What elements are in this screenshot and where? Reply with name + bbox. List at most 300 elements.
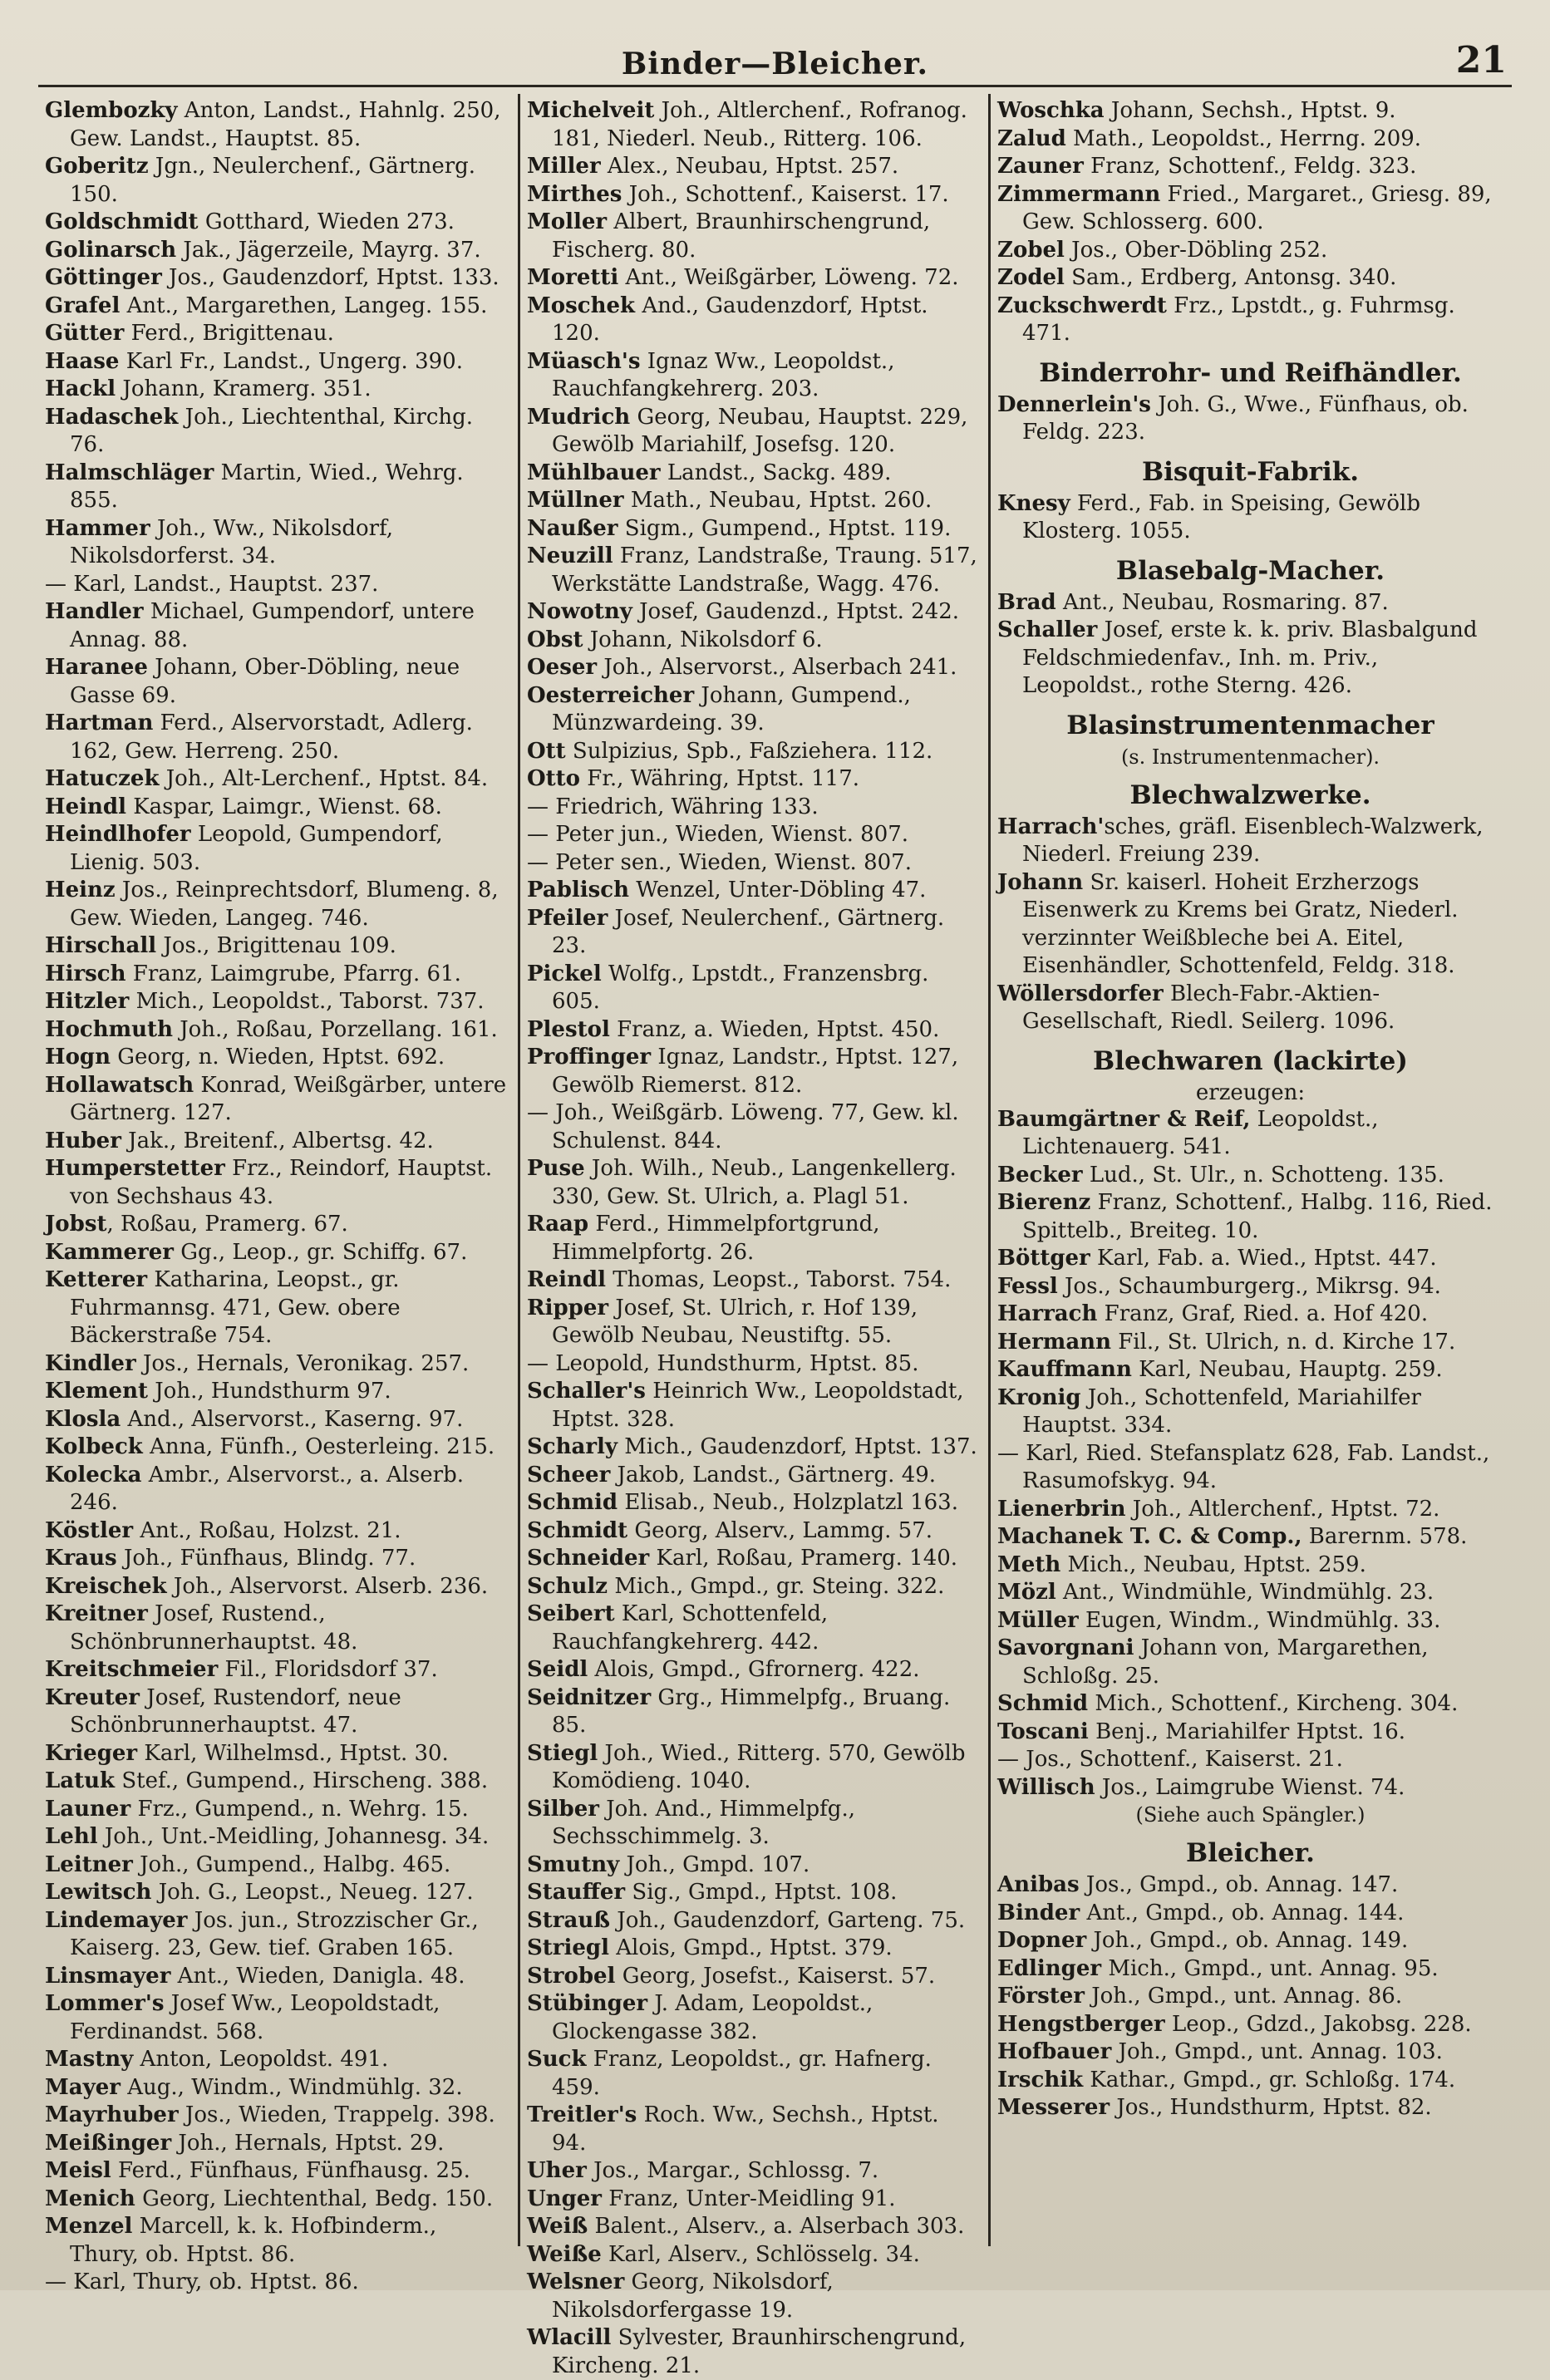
directory-entry [527, 1517, 980, 1546]
section-binderrohr [997, 391, 1503, 447]
directory-entry [527, 905, 980, 961]
entry-name: Schmidt [527, 1517, 628, 1543]
directory-entry [45, 1907, 509, 1963]
directory-entry [45, 348, 509, 376]
entry-name: Raap [527, 1212, 589, 1237]
directory-entry [997, 1690, 1503, 1719]
entry-details: Joh., Schottenf., Kaiserst. 17. [622, 181, 949, 207]
entry-name: Brad [997, 589, 1056, 615]
entry-name: Seibert [527, 1601, 615, 1626]
entry-name: Pablisch [527, 878, 630, 902]
directory-entry [527, 209, 980, 264]
entry-details: Joh., Ww., Nikolsdorf, Nikolsdorferst. 34. [70, 515, 394, 568]
entry-details: Franz, Leopoldst., gr. Hafnerg. 459. [552, 2047, 932, 2100]
entry-details: Ignaz, Landstr., Hptst. 127, Gewölb Riemerst. 812. [552, 1045, 959, 1098]
directory-entry [997, 1900, 1503, 1928]
entry-name: Scheer [527, 1462, 611, 1488]
entry-name: Hollawatsch [45, 1072, 194, 1098]
entry-name: Reindl [527, 1267, 606, 1292]
entry-name: Heindl [45, 794, 126, 819]
entry-name: Oesterreicher [527, 682, 695, 708]
directory-entry [527, 1295, 980, 1350]
entry-details: Ferd., Fünfhaus, Fünfhausg. 25. [111, 2158, 470, 2183]
section-blechwalzwerke [997, 814, 1503, 1036]
section-blasebalg [997, 589, 1503, 701]
directory-entry [45, 765, 509, 794]
directory-entry [527, 1684, 980, 1740]
directory-entry [45, 1378, 509, 1406]
entry-name: Hammer [45, 515, 150, 541]
entry-name: Obst [527, 627, 583, 652]
entry-details: Franz, Landstraße, Traung. 517, Werkstätte Landstraße, Wagg. 476. [552, 543, 977, 597]
entry-name: Hengstberger [997, 2011, 1165, 2037]
directory-entry [997, 264, 1503, 293]
entry-details: Franz, Schottenf., Halbg. 116, Ried. Spittelb., Breiteg. 10. [1022, 1190, 1493, 1243]
directory-entry [45, 1796, 509, 1824]
entry-name: Ketterer [45, 1267, 148, 1292]
directory-entry [45, 598, 509, 654]
directory-entry [527, 2269, 980, 2324]
entry-details: Frz., Lpstdt., g. Fuhrmsg. 471. [1022, 293, 1455, 346]
entry-details: Balent., Alserv., a. Alserbach 303. [588, 2214, 965, 2239]
entry-name: Strauß [527, 1907, 610, 1933]
entry-details: Gotthard, Wieden 273. [198, 209, 455, 234]
entry-details: Josef, St. Ulrich, r. Hof 139, Gewölb Neubau, Neustiftg. 55. [552, 1295, 918, 1348]
entry-details: Konrad, Weißgärber, untere Gärtnerg. 127. [70, 1072, 507, 1125]
directory-entry [527, 1907, 980, 1935]
directory-entry [997, 1301, 1503, 1329]
directory-entry [45, 1350, 509, 1379]
entry-name: Plestol [527, 1016, 610, 1042]
directory-entry [997, 1927, 1503, 1955]
entry-name: Unger [527, 2186, 602, 2211]
entry-details: Landst., Sackg. 489. [660, 460, 892, 485]
directory-entry [997, 1774, 1503, 1802]
entry-details: Joh., Gaudenzdorf, Garteng. 75. [610, 1907, 966, 1933]
section-heading-bleicher: Bleicher. [1186, 1838, 1315, 1868]
entry-name: Zuckschwerdt [997, 293, 1167, 318]
entry-name: Klement [45, 1379, 148, 1404]
entry-details: Roch. Ww., Sechsh., Hptst. 94. [552, 2102, 939, 2156]
entry-name: Lindemayer [45, 1907, 188, 1933]
directory-entry [527, 515, 980, 543]
entry-name: Striegl [527, 1935, 609, 1960]
directory-entry [45, 1879, 509, 1907]
entry-details: Heinrich Ww., Leopoldstadt, Hptst. 328. [552, 1379, 964, 1432]
directory-entry [45, 1239, 509, 1267]
entry-details: Alois, Gmpd., Hptst. 379. [608, 1935, 893, 1960]
directory-entry [997, 1384, 1503, 1440]
directory-entry [45, 1517, 509, 1546]
directory-entry [997, 1523, 1503, 1551]
entry-name: Kreitner [45, 1601, 148, 1626]
running-title: Binder—Bleicher. [621, 47, 929, 81]
entry-name: Dopner [997, 1928, 1087, 1953]
entry-name: Halmschläger [45, 460, 214, 485]
entry-name: Mözl [997, 1580, 1056, 1605]
entry-details: Ignaz Ww., Leopoldst., Rauchfangkehrerg. 203. [552, 348, 895, 401]
entry-name: Pfeiler [527, 905, 608, 931]
entry-details: Franz, a. Wieden, Hptst. 450. [609, 1016, 940, 1042]
entry-name: Fessl [997, 1273, 1058, 1299]
entry-name: Meisl [45, 2158, 111, 2183]
directory-entry [527, 849, 980, 878]
directory-entry [527, 1211, 980, 1266]
entry-details: Joh., Gumpend., Halbg. 465. [132, 1851, 451, 1877]
entry-details: Sr. kaiserl. Hoheit Erzherzogs Eisenwerk zu Krems bei Gratz, Niederl. verzinnter Weißbleche bei A. Eitel, Eisenhändler, Schottenfeld, Feldg. 318. [1022, 869, 1459, 978]
section-heading-blasinstrumente: Blasinstrumentenmacher [1066, 710, 1434, 740]
directory-entry [45, 293, 509, 321]
directory-entry [45, 2074, 509, 2102]
entry-name: Grafel [45, 293, 121, 318]
directory-entry [45, 1072, 509, 1128]
directory-entry [997, 1955, 1503, 1984]
entry-name: Schmid [527, 1490, 618, 1515]
directory-entry [527, 961, 980, 1016]
entry-details: Joh., Unt.-Meidling, Johannesg. 34. [97, 1824, 490, 1849]
entry-details: Jgn., Neulerchenf., Gärtnerg. 150. [70, 154, 476, 207]
directory-entry [45, 2269, 509, 2297]
directory-entry [527, 1935, 980, 1963]
entry-name: Gütter [45, 321, 125, 346]
entry-details: Joh., Hernals, Hptst. 29. [171, 2130, 445, 2156]
entry-details: Johann, Gumpend., Münzwardeing. 39. [552, 682, 911, 735]
entry-details: Jos., Reinprechtsdorf, Blumeng. 8, Gew. Wieden, Langeg. 746. [70, 878, 499, 931]
entry-name: Treitler's [527, 2102, 637, 2127]
entry-name: Edlinger [997, 1955, 1102, 1981]
directory-entry [527, 2241, 980, 2269]
directory-entry [997, 1440, 1503, 1496]
entry-name: Zodel [997, 265, 1065, 290]
directory-entry [997, 391, 1503, 447]
entry-details: Josef, Neulerchenf., Gärtnerg. 23. [552, 905, 945, 958]
section-bisquit [997, 490, 1503, 546]
directory-entry [527, 2186, 980, 2214]
entry-name: Latuk [45, 1768, 116, 1793]
directory-entry [527, 181, 980, 209]
directory-entry [45, 932, 509, 961]
entry-details: Benj., Mariahilfer Hptst. 16. [1088, 1719, 1406, 1744]
entry-name: Goberitz [45, 154, 149, 179]
entry-name: Mayrhuber [45, 2102, 179, 2127]
directory-entry [997, 1983, 1503, 2011]
entry-name: Becker [997, 1162, 1083, 1188]
entry-details: Jos., Ober-Döbling 252. [1064, 237, 1328, 263]
entry-name: Kolecka [45, 1462, 142, 1488]
directory-entry [45, 1016, 509, 1045]
entry-name: Stauffer [527, 1880, 626, 1905]
directory-entry [45, 1211, 509, 1239]
entry-details: Wolfg., Lpstdt., Franzensbrg. 605. [552, 961, 929, 1014]
directory-entry [527, 654, 980, 682]
entry-name: Golinarsch [45, 237, 177, 263]
directory-entry [997, 1273, 1503, 1301]
directory-entry [997, 1245, 1503, 1273]
entry-details: Alex., Neubau, Hptst. 257. [600, 154, 899, 179]
entry-details: Georg, n. Wieden, Hptst. 692. [111, 1045, 445, 1070]
directory-entry [527, 1656, 980, 1684]
entry-name: Klosla [45, 1406, 121, 1432]
entry-details: Fried., Margaret., Griesg. 89, Gew. Schlosserg. 600. [1022, 181, 1492, 234]
entry-details: Ambr., Alservorst., a. Alserb. 246. [70, 1462, 464, 1515]
directory-entry [997, 1551, 1503, 1580]
entry-details: Alois, Gmpd., Gfrornerg. 422. [588, 1657, 920, 1682]
directory-entry [45, 794, 509, 822]
directory-entry [527, 627, 980, 655]
directory-entry [997, 1106, 1503, 1162]
entry-details: Eugen, Windm., Windmühlg. 33. [1078, 1607, 1441, 1633]
page-header [38, 33, 1512, 87]
directory-entry [45, 1768, 509, 1796]
directory-entry [45, 1044, 509, 1072]
entry-name: Schmid [997, 1691, 1089, 1716]
entry-name: Mirthes [527, 181, 622, 207]
directory-entry [527, 2102, 980, 2157]
entry-details: Johann von, Margarethen, Schloßg. 25. [1022, 1635, 1429, 1689]
entry-details: Joh., Roßau, Porzellang. 161. [172, 1016, 498, 1042]
entry-details: Blech-Fabr.-Aktien-Gesellschaft, Riedl. Seilerg. 1096. [1022, 981, 1395, 1034]
entry-details: Jos., Schaumburgerg., Mikrsg. 94. [1057, 1273, 1441, 1299]
directory-entry [997, 1189, 1503, 1245]
entry-name: Suck [527, 2047, 587, 2072]
directory-entry [527, 487, 980, 515]
directory-entry [997, 125, 1503, 154]
section-heading-blechwalzwerke: Blechwalzwerke. [1129, 779, 1371, 810]
entry-details: Josef Ww., Leopoldstadt, Ferdinandst. 568. [70, 1991, 440, 2044]
entry-name: Hatuczek [45, 766, 160, 791]
entry-name: Machanek T. C. & Comp., [997, 1524, 1302, 1549]
directory-entry [527, 2213, 980, 2241]
entry-name: Launer [45, 1796, 131, 1822]
entry-details: Johann, Nikolsdorf 6. [583, 627, 823, 652]
entry-details: Martin, Wied., Wehrg. 855. [70, 460, 464, 513]
entry-name: Smutny [527, 1851, 620, 1877]
directory-entry [997, 814, 1503, 869]
directory-entry [527, 97, 980, 153]
directory-entry [997, 1356, 1503, 1384]
entry-name: Lehl [45, 1824, 98, 1849]
entry-details: Wenzel, Unter-Döbling 47. [629, 878, 927, 902]
entry-details: Kathar., Gmpd., gr. Schloßg. 174. [1083, 2067, 1456, 2092]
entry-details: Ant., Weißgärber, Löweng. 72. [618, 265, 959, 290]
directory-entry [45, 1406, 509, 1434]
entry-details: Thomas, Leopst., Taborst. 754. [606, 1267, 952, 1292]
entry-details: Mich., Gmpd., gr. Steing. 322. [608, 1573, 945, 1599]
entry-name: Glembozky [45, 98, 178, 123]
directory-entry [45, 988, 509, 1016]
entry-details: Jos., Gaudenzdorf, Hptst. 133. [161, 265, 499, 290]
entry-name: Baumgärtner & Reif, [997, 1106, 1251, 1132]
directory-entry [45, 264, 509, 293]
directory-entry [527, 543, 980, 598]
directory-entry [527, 1573, 980, 1601]
entry-details: Frz., Reindorf, Hauptst. von Sechshaus 43. [70, 1156, 493, 1209]
entry-details: Georg, Liechtenthal, Bedg. 150. [135, 2186, 494, 2211]
entry-name: Schaller [997, 617, 1098, 642]
entry-name: Heindlhofer [45, 822, 191, 847]
directory-entry [997, 869, 1503, 981]
entry-details: Franz, Laimgrube, Pfarrg. 61. [125, 961, 461, 986]
directory-entry [45, 515, 509, 571]
entry-details: Katharina, Leopst., gr. Fuhrmannsg. 471, Gew. obere Bäckerstraße 754. [70, 1267, 401, 1348]
entry-name: Hogn [45, 1045, 111, 1070]
entry-name: Linsmayer [45, 1963, 171, 1989]
entry-details: Mich., Neubau, Hptst. 259. [1060, 1551, 1366, 1577]
section-subheading-blechwaren: erzeugen: [1195, 1079, 1306, 1105]
directory-entry [527, 2046, 980, 2102]
entry-details: Jos., Wieden, Trappelg. 398. [178, 2102, 495, 2127]
directory-entry [527, 682, 980, 738]
directory-entry [997, 2067, 1503, 2095]
directory-entry [527, 264, 980, 293]
entry-details: Karl, Fab. a. Wied., Hptst. 447. [1090, 1246, 1437, 1271]
entry-name: Seidnitzer [527, 1684, 652, 1710]
entry-details: Jos. jun., Strozzischer Gr., Kaiserg. 23, Gew. tief. Graben 165. [70, 1907, 479, 1960]
entry-details: Ant., Margarethen, Langeg. 155. [120, 293, 488, 318]
directory-entry [997, 1871, 1503, 1900]
entry-details: Johann, Ober-Döbling, neue Gasse 69. [70, 655, 460, 708]
entry-details: Grg., Himmelpfg., Bruang. 85. [552, 1684, 951, 1738]
entry-details: Ferd., Alservorstadt, Adlerg. 162, Gew. Herreng. 250. [70, 711, 473, 764]
entry-details: Ant., Wieden, Danigla. 48. [170, 1963, 465, 1989]
entry-details: Barernm. 578. [1302, 1524, 1468, 1549]
entry-details: Joh., Gmpd., ob. Annag. 149. [1086, 1928, 1409, 1953]
entry-name: Weiß [527, 2214, 588, 2239]
directory-entry [527, 1879, 980, 1907]
entry-details: — Karl, Thury, ob. Hptst. 86. [45, 2269, 359, 2294]
entry-name: Kammerer [45, 1239, 174, 1265]
entry-details: Sig., Gmpd., Hptst. 108. [625, 1880, 898, 1905]
entry-details: Karl Fr., Landst., Ungerg. 390. [119, 348, 463, 374]
entry-name: Böttger [997, 1246, 1090, 1271]
entry-name: Proffinger [527, 1045, 652, 1070]
entry-details: Joh., Liechtenthal, Kirchg. 76. [70, 404, 474, 457]
entry-name: Pickel [527, 961, 602, 986]
entry-name: Kreischek [45, 1573, 167, 1599]
entry-name: Hofbauer [997, 2039, 1112, 2064]
entry-details: sches, gräfl. Eisenblech-Walzwerk, Niederl. Freiung 239. [1022, 814, 1484, 867]
entry-details: — Friedrich, Währing 133. [527, 794, 819, 819]
entry-name: Haranee [45, 655, 148, 680]
directory-entry [527, 1851, 980, 1880]
entry-details: Mich., Gaudenzdorf, Hptst. 137. [618, 1434, 977, 1459]
entry-name: Knesy [997, 490, 1070, 516]
directory-entry [45, 1601, 509, 1656]
entry-details: Stef., Gumpend., Hirscheng. 388. [115, 1768, 489, 1793]
entry-name: Binder [997, 1900, 1080, 1925]
entry-name: Hartman [45, 711, 154, 735]
directory-entry [45, 2186, 509, 2214]
entry-details: Sam., Erdberg, Antonsg. 340. [1064, 265, 1397, 290]
entry-details: Marcell, k. k. Hofbinderm., Thury, ob. Hptst. 86. [70, 2214, 437, 2267]
entry-details: Jos., Gmpd., ob. Annag. 147. [1079, 1872, 1399, 1897]
directory-entry [997, 1579, 1503, 1607]
entry-details: Josef, Gaudenzd., Hptst. 242. [632, 599, 960, 624]
entry-details: — Joh., Weißgärb. Löweng. 77, Gew. kl. Schulenst. 844. [527, 1100, 959, 1153]
directory-entry [997, 981, 1503, 1036]
entry-name: Zimmermann [997, 181, 1161, 207]
entry-name: Uher [527, 2158, 587, 2183]
directory-entry [45, 1684, 509, 1740]
entry-name: Köstler [45, 1517, 134, 1543]
entry-name: Jobst [45, 1212, 107, 1237]
cross-reference-note: (s. Instrumentenmacher). [1120, 745, 1380, 769]
entry-name: Schneider [527, 1546, 650, 1571]
entry-details: Elisab., Neub., Holzplatzl 163. [618, 1490, 958, 1515]
directory-entry [527, 1155, 980, 1211]
directory-entry [997, 293, 1503, 348]
entry-details: Leop., Gdzd., Jakobsg. 228. [1164, 2011, 1472, 2037]
directory-entry [45, 654, 509, 710]
entry-name: Moretti [527, 265, 619, 290]
columns [38, 94, 1512, 2378]
directory-entry [45, 961, 509, 989]
entry-name: Nowotny [527, 599, 632, 624]
entry-details: Math., Leopoldst., Herrng. 209. [1065, 125, 1422, 151]
entry-name: Scharly [527, 1434, 618, 1459]
entry-name: Toscani [997, 1719, 1089, 1744]
entry-name: Menich [45, 2186, 135, 2211]
entry-name: Messerer [997, 2095, 1110, 2120]
entry-name: Ripper [527, 1295, 609, 1320]
entry-details: Gg., Leop., gr. Schiffg. 67. [173, 1239, 468, 1265]
entry-name: Strobel [527, 1963, 616, 1989]
entry-name: Mastny [45, 2047, 134, 2072]
entry-details: — Peter sen., Wieden, Wienst. 807. [527, 849, 912, 875]
entry-details: Josef, erste k. k. priv. Blasbalgund Feldschmiedenfav., Inh. m. Priv., Leopoldst., rothe Sterng. 426. [1022, 617, 1478, 698]
directory-entry [997, 1162, 1503, 1190]
section-heading-binderrohr: Binderrohr- und Reifhändler. [1039, 357, 1462, 388]
entry-name: Lommer's [45, 1991, 165, 2016]
directory-entry [45, 1851, 509, 1880]
directory-entry [45, 877, 509, 932]
directory-entry [527, 877, 980, 905]
directory-entry [527, 1489, 980, 1517]
directory-entry [45, 2102, 509, 2130]
directory-entry [527, 404, 980, 460]
directory-entry [45, 2046, 509, 2074]
entry-name: Haase [45, 348, 120, 374]
entry-name: Hadaschek [45, 404, 179, 430]
directory-entry [527, 1601, 980, 1656]
directory-entry [997, 2011, 1503, 2039]
entry-details: Franz, Unter-Meidling 91. [602, 2186, 896, 2211]
entry-name: Meth [997, 1551, 1061, 1577]
entry-details: Math., Neubau, Hptst. 260. [623, 488, 932, 513]
directory-entry [45, 1963, 509, 1991]
directory-entry [45, 1155, 509, 1211]
directory-entry [527, 293, 980, 348]
entry-details: Jos., Hundsthurm, Hptst. 82. [1110, 2095, 1432, 2120]
entry-details: Kaspar, Laimgr., Wienst. 68. [125, 794, 442, 819]
entry-details: Ant., Windmühle, Windmühlg. 23. [1055, 1580, 1434, 1605]
entry-details: And., Gaudenzdorf, Hptst. 120. [552, 293, 928, 346]
directory-entry [45, 237, 509, 265]
directory-entry [45, 2130, 509, 2158]
section-heading-blasebalg: Blasebalg-Macher. [1115, 555, 1385, 586]
directory-entry [45, 821, 509, 877]
entry-name: Menzel [45, 2214, 133, 2239]
directory-entry [527, 1740, 980, 1796]
entry-name: Savorgnani [997, 1635, 1134, 1660]
entry-details: Joh., Hundsthurm 97. [147, 1379, 391, 1404]
entry-name: Johann [997, 869, 1084, 895]
entry-name: Mayer [45, 2074, 121, 2100]
entry-name: Silber [527, 1796, 599, 1822]
entry-name: Neuzill [527, 543, 613, 568]
entry-name: Handler [45, 599, 144, 624]
directory-entry [527, 1350, 980, 1379]
